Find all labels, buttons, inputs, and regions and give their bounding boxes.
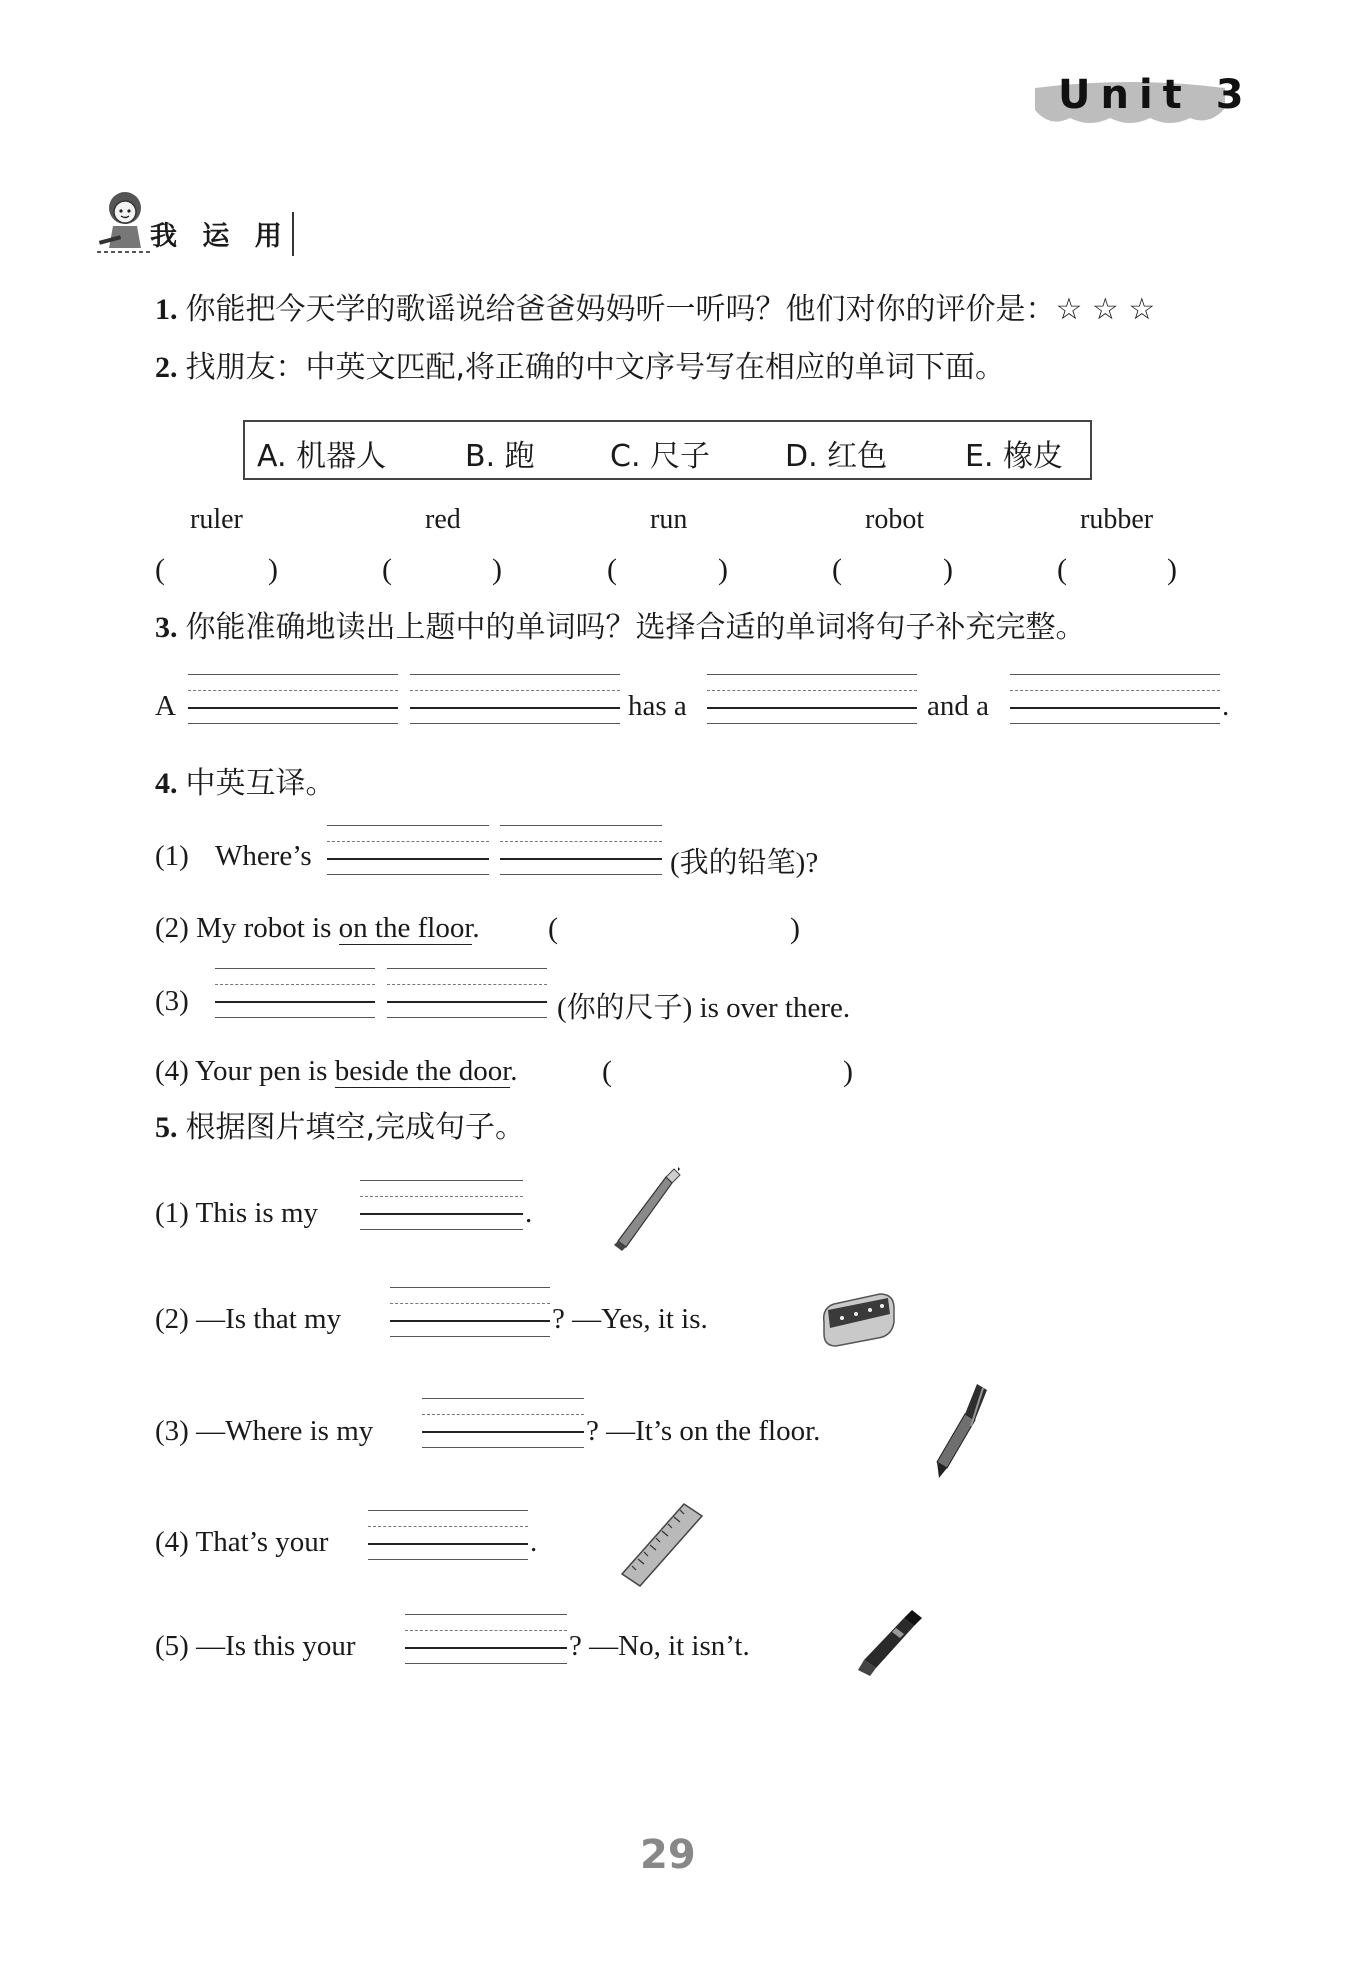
answer-paren-open-4: ( xyxy=(832,553,842,586)
q4-item-1-text: Where’s xyxy=(215,840,312,872)
q5-item-5-label: (5) xyxy=(155,1630,189,1662)
answer-paren-open-1: ( xyxy=(155,553,165,586)
question-1 xyxy=(155,292,1155,328)
q5-item-3-text: —Where is my xyxy=(196,1415,374,1447)
q4-item-1-label: (1) xyxy=(155,840,189,872)
q4-item-3-label: (3) xyxy=(155,985,189,1017)
answer-paren-close-1: ) xyxy=(268,553,278,586)
option-a: A. 机器人 xyxy=(257,439,387,474)
option-box xyxy=(243,420,1092,480)
answer-paren-open-2: ( xyxy=(382,553,392,586)
q5-item-3-answer: ? —It’s on the floor. xyxy=(586,1415,821,1447)
q4-item-2-paren-close: ) xyxy=(790,912,800,945)
word-red: red xyxy=(425,504,461,535)
q4-item-3-blank-2[interactable] xyxy=(387,968,547,1018)
question-3-number: 3. xyxy=(155,611,178,644)
q5-item-1-blank[interactable] xyxy=(360,1180,523,1230)
q5-item-4-blank[interactable] xyxy=(368,1510,528,1560)
question-4-text: 中英互译。 xyxy=(185,766,336,801)
q4-item-4 xyxy=(155,1055,518,1088)
answer-paren-close-5: ) xyxy=(1167,553,1177,586)
q4-item-4-label: (4) xyxy=(155,1055,189,1087)
question-2-text: 找朋友：中英文匹配,将正确的中文序号写在相应的单词下面。 xyxy=(185,350,1006,385)
q4-item-4-underlined: beside the door xyxy=(334,1055,511,1087)
question-4-number: 4. xyxy=(155,767,178,800)
q4-item-3-blank-1[interactable] xyxy=(215,968,375,1018)
q5-item-4-text: That’s your xyxy=(195,1526,329,1558)
option-c: C. 尺子 xyxy=(610,439,711,474)
q4-item-1-blank-1[interactable] xyxy=(327,825,489,875)
page-number: 29 xyxy=(640,1832,696,1878)
mascot-girl-icon xyxy=(95,186,155,258)
question-1-number: 1. xyxy=(155,293,178,326)
q4-item-1-hint: (我的铅笔)? xyxy=(670,847,819,879)
answer-paren-open-5: ( xyxy=(1057,553,1067,586)
q4-item-4-paren-close: ) xyxy=(843,1055,853,1088)
q5-item-1-end: . xyxy=(525,1197,533,1229)
q4-item-2-text: My robot is xyxy=(196,912,332,944)
question-5-number: 5. xyxy=(155,1111,178,1144)
question-3-text: 你能准确地读出上题中的单词吗？选择合适的单词将句子补充完整。 xyxy=(185,610,1086,645)
q5-item-3 xyxy=(155,1415,373,1448)
pen-icon xyxy=(925,1380,995,1480)
q4-item-3-text: (你的尺子) is over there. xyxy=(557,992,851,1024)
q4-item-2-underlined: on the floor xyxy=(338,912,473,944)
section-title: 我 运 用 xyxy=(150,221,290,252)
word-ruler: ruler xyxy=(190,504,243,535)
unit-label: Unit 3 xyxy=(1058,72,1254,118)
title-divider xyxy=(292,212,294,256)
q4-item-2-label: (2) xyxy=(155,912,189,944)
question-2 xyxy=(155,350,1005,386)
word-robot: robot xyxy=(865,504,925,535)
question-2-number: 2. xyxy=(155,351,178,384)
word-run: run xyxy=(650,504,688,535)
question-1-text: 你能把今天学的歌谣说给爸爸妈妈听一听吗？他们对你的评价是：☆ ☆ ☆ xyxy=(185,292,1156,327)
q5-item-4-label: (4) xyxy=(155,1526,189,1558)
option-b: B. 跑 xyxy=(465,439,535,474)
q5-item-2-text: —Is that my xyxy=(196,1303,342,1335)
answer-paren-open-3: ( xyxy=(607,553,617,586)
ruler-icon xyxy=(618,1500,708,1590)
q3-blank-1[interactable] xyxy=(188,674,398,724)
q5-item-2 xyxy=(155,1303,341,1336)
answer-paren-close-4: ) xyxy=(943,553,953,586)
q3-period: . xyxy=(1222,690,1230,722)
q3-text-and-a: and a xyxy=(927,690,989,722)
q3-blank-3[interactable] xyxy=(707,674,917,724)
q4-item-4-text: Your pen is xyxy=(195,1055,328,1087)
word-rubber: rubber xyxy=(1080,504,1154,535)
rubber-icon xyxy=(818,1288,898,1350)
q3-blank-4[interactable] xyxy=(1010,674,1220,724)
q5-item-2-answer: ? —Yes, it is. xyxy=(552,1303,708,1335)
pencil-icon xyxy=(608,1165,688,1255)
question-3 xyxy=(155,610,1086,646)
q4-item-2 xyxy=(155,912,480,945)
answer-paren-close-3: ) xyxy=(718,553,728,586)
q5-item-5-text: —Is this your xyxy=(196,1630,356,1662)
q5-item-5 xyxy=(155,1630,356,1663)
q3-blank-2[interactable] xyxy=(410,674,620,724)
q3-text-has-a: has a xyxy=(628,690,687,722)
q5-item-3-label: (3) xyxy=(155,1415,189,1447)
q4-item-4-paren-open: ( xyxy=(602,1055,612,1088)
q5-item-1 xyxy=(155,1197,318,1230)
q5-item-5-blank[interactable] xyxy=(405,1614,567,1664)
answer-paren-close-2: ) xyxy=(492,553,502,586)
q4-item-2-paren-open: ( xyxy=(548,912,558,945)
q5-item-1-text: This is my xyxy=(195,1197,319,1229)
q5-item-4-end: . xyxy=(530,1526,538,1558)
crayon-icon xyxy=(852,1608,927,1680)
q5-item-2-label: (2) xyxy=(155,1303,189,1335)
option-d: D. 红色 xyxy=(785,439,888,474)
q5-item-5-answer: ? —No, it isn’t. xyxy=(569,1630,750,1662)
q5-item-2-blank[interactable] xyxy=(390,1287,550,1337)
q3-word-a: A xyxy=(155,690,176,722)
q4-item-1-blank-2[interactable] xyxy=(500,825,662,875)
question-4 xyxy=(155,766,336,802)
question-5-text: 根据图片填空,完成句子。 xyxy=(185,1110,526,1145)
question-5 xyxy=(155,1110,525,1146)
q5-item-4 xyxy=(155,1526,328,1559)
q4-item-2-period: . xyxy=(472,912,480,944)
q5-item-1-label: (1) xyxy=(155,1197,189,1229)
q4-item-4-period: . xyxy=(510,1055,518,1087)
option-e: E. 橡皮 xyxy=(965,439,1064,474)
q5-item-3-blank[interactable] xyxy=(422,1398,584,1448)
